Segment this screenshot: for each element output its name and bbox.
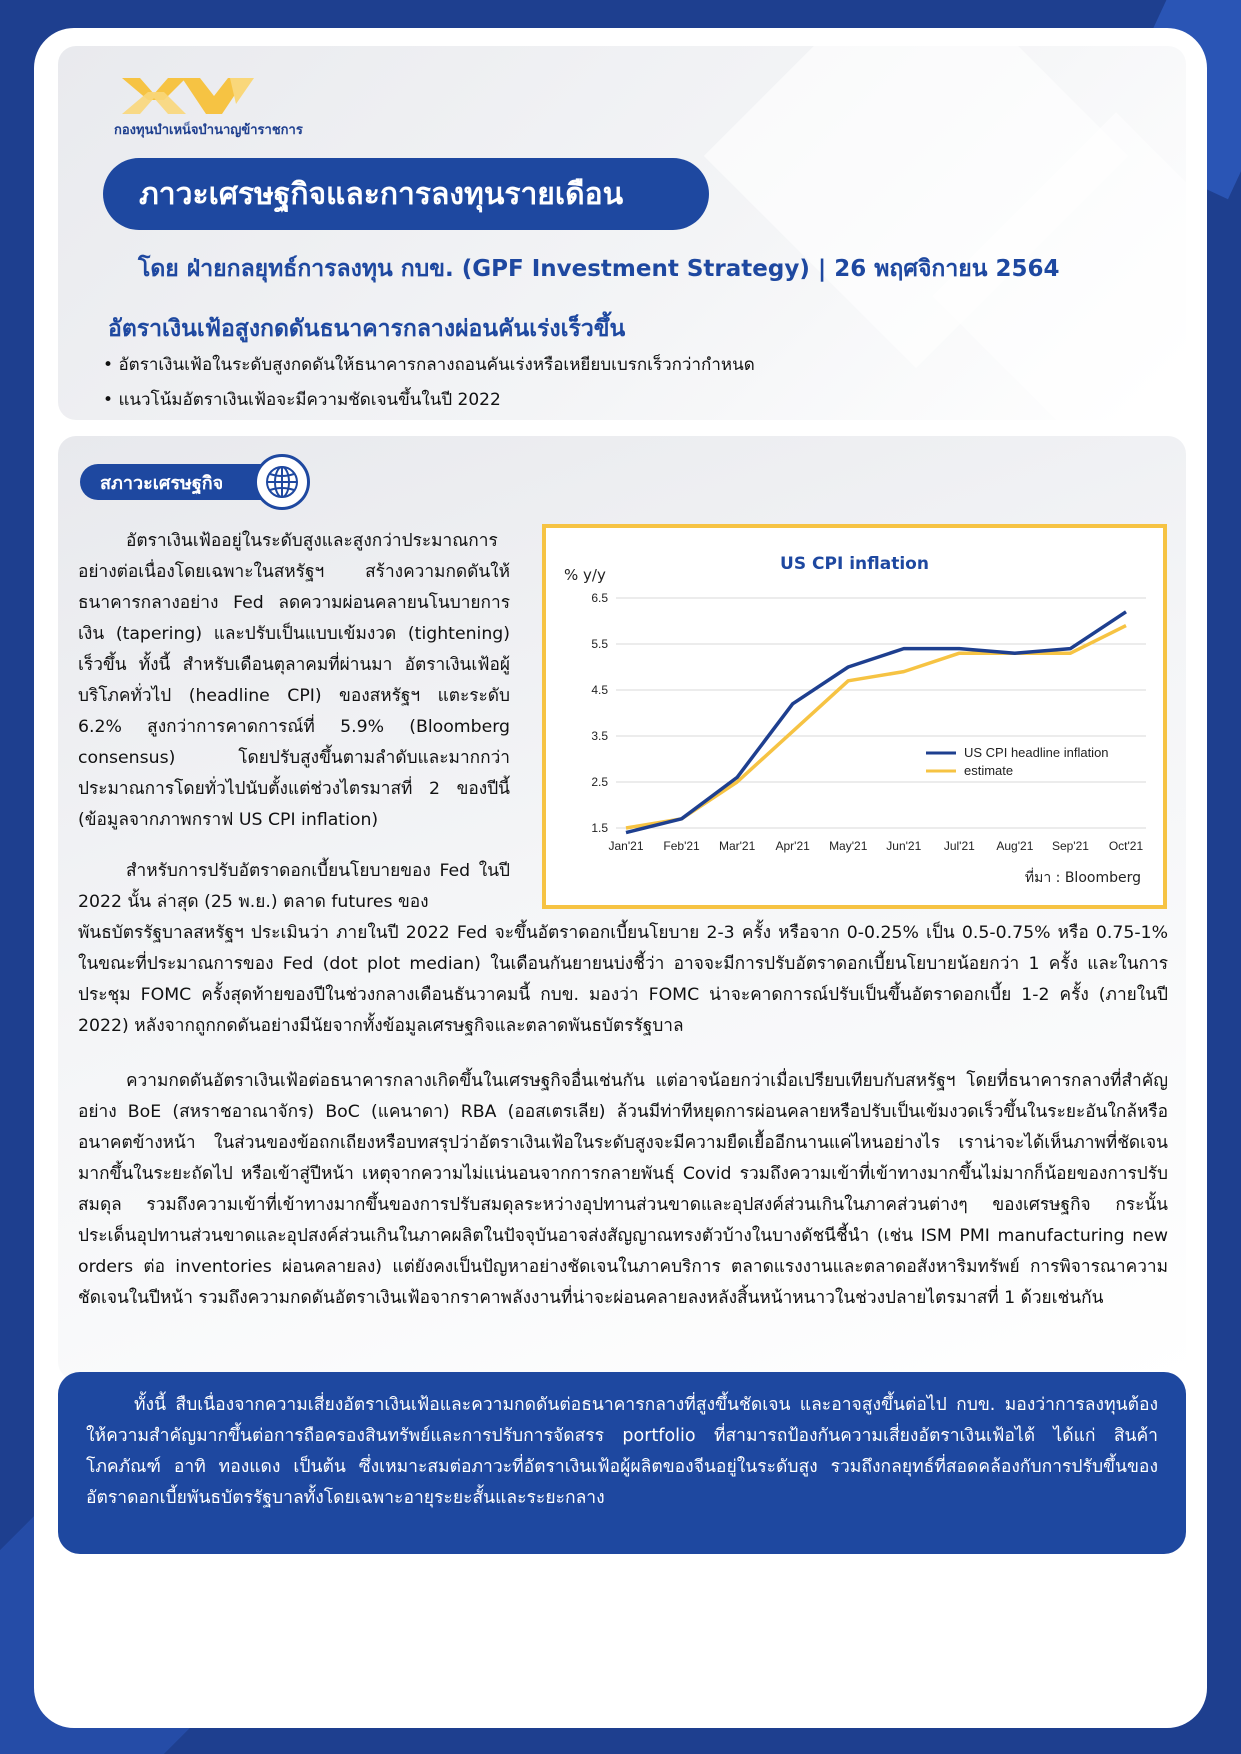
bullet-list (103, 351, 755, 420)
y-tick-label: 6.5 (591, 591, 608, 605)
y-tick-label: 4.5 (591, 683, 608, 697)
logo-text: กองทุนบำเหน็จบำนาญข้าราชการ (114, 123, 303, 138)
x-tick-label: Mar'21 (718, 839, 756, 853)
paragraph-fed-rate-cont: พันธบัตรรัฐบาลสหรัฐฯ ประเมินว่า ภายในปี 2022 Fed จะขึ้นอัตราดอกเบี้ยนโยบาย 2-3 ครั้ง หรือจาก 0-0.25% เป็น 0.5-0.75% หรือ 0.75-1% ในขณะที่ประมาณการของ Fed (dot plot median) ในเดือนกันยายนบ่งชี้ว่า อาจจะมีการปรับอัตราดอกเบี้ยนโยบายน้อยกว่า 1 ครั้ง และในการประชุม FOMC ครั้งสุดท้ายของปีในช่วงกลางเดือนธันวาคมนี้ กบข. มองว่า FOMC น่าจะคาดการณ์ปรับเป็นขึ้นอัตราดอกเบี้ย 1-2 ครั้ง (ภายในปี 2022) หลังจากถูกกดดันอย่างมีนัยจากทั้งข้อมูลเศรษฐกิจและตลาดพันธบัตรรัฐบาล (78, 923, 1168, 1036)
x-tick-label: Aug'21 (996, 839, 1034, 853)
bullet-item: • แนวโน้มอัตราเงินเฟ้อจะมีความชัดเจนขึ้นในปี 2022 (103, 386, 755, 413)
summary-panel (58, 1372, 1186, 1554)
bullet-item: • อัตราเงินเฟ้อในระดับสูงกดดันให้ธนาคารกลางถอนคันเร่งหรือเหยียบเบรกเร็วกว่ากำหนด (103, 351, 755, 378)
economy-section (58, 436, 1186, 1380)
globe-icon (254, 454, 310, 510)
x-tick-label: Jun'21 (886, 839, 922, 853)
x-tick-label: Apr'21 (775, 839, 810, 853)
legend-label: US CPI headline inflation (964, 745, 1109, 760)
x-tick-label: May'21 (829, 839, 868, 853)
section-label: สภาวะเศรษฐกิจ (80, 464, 280, 500)
byline: โดย ฝ่ายกลยุทธ์การลงทุน กบข. (GPF Investment Strategy) | 26 พฤศจิกายน 2564 (138, 256, 1060, 282)
chart-y-axis-label: % y/y (564, 566, 606, 584)
header-panel (58, 46, 1186, 420)
summary-text: ทั้งนี้ สืบเนื่องจากความเสี่ยงอัตราเงินเฟ้อและความกดดันต่อธนาคารกลางที่สูงขึ้นชัดเจน และอาจสูงขึ้นต่อไป กบข. มองว่าการลงทุนต้องให้ความสำคัญมากขึ้นต่อการถือครองสินทรัพย์และการปรับการจัดสรร portfolio ที่สามารถป้องกันความเสี่ยงอัตราเงินเฟ้อได้ ได้แก่ สินค้าโภคภัณฑ์ อาทิ ทองแดง เป็นต้น ซึ่งเหมาะสมต่อภาวะที่อัตราเงินเฟ้อผู้ผลิตของจีนอยู่ในระดับสูง รวมถึงกลยุทธ์ที่สอดคล้องกับการปรับขึ้นของอัตราดอกเบี้ยพันธบัตรรัฐบาลทั้งโดยเฉพาะอายุระยะสั้นและระยะกลาง (86, 1395, 1158, 1508)
x-tick-label: Oct'21 (1108, 839, 1144, 853)
x-tick-label: Feb'21 (663, 839, 700, 853)
chart-title: US CPI inflation (780, 554, 929, 574)
legend-label: estimate (964, 763, 1014, 778)
cpi-chart (542, 524, 1167, 909)
y-tick-label: 1.5 (591, 821, 608, 835)
chart-plot (546, 528, 1163, 905)
headline: อัตราเงินเฟ้อสูงกดดันธนาคารกลางผ่อนคันเร่งเร็วขึ้น (108, 316, 626, 342)
paragraph-global-inflation: ความกดดันอัตราเงินเฟ้อต่อธนาคารกลางเกิดขึ้นในเศรษฐกิจอื่นเช่นกัน แต่อาจน้อยกว่าเมื่อเปรียบเทียบกับสหรัฐฯ โดยที่ธนาคารกลางที่สำคัญอย่าง BoE (สหราชอาณาจักร) BoC (แคนาดา) RBA (ออสเตรเลีย) ล้วนมีท่าทีหยุดการผ่อนคลายหรือปรับเป็นเข้มงวดเร็วขึ้นในระยะอันใกล้หรืออนาคตข้างหน้า ในส่วนของข้อถกเถียงหรือบทสรุปว่าอัตราเงินเฟ้อในระดับสูงจะมีความยืดเยื้ออีกนานแค่ไหนอย่างไร เราน่าจะได้เห็นภาพที่ชัดเจนมากขึ้นในระยะถัดไป หรือเข้าสู่ปีหน้า เหตุจากความไม่แน่นอนจากการกลายพันธุ์ Covid รวมถึงความเข้าที่เข้าทางมากขึ้นไม่มากก็น้อยของการปรับสมดุล รวมถึงความเข้าที่เข้าทางมากขึ้นของการปรับสมดุลระหว่างอุปทานส่วนขาดและอุปสงค์ส่วนเกินในภาคส่วนต่างๆ ของเศรษฐกิจ กระนั้นประเด็นอุปทานส่วนขาดและอุปสงค์ส่วนเกินในภาคผลิตในปัจจุบันอาจส่งสัญญาณทรงตัวบ้างในบางดัชนีชี้นำ (เช่น ISM PMI manufacturing new orders ต่อ inventories ผ่อนคลายลง) แต่ยังคงเป็นปัญหาอย่างชัดเจนในภาคบริการ ตลาดแรงงานและตลาดอสังหาริมทรัพย์ การพิจารณาความชัดเจนในปีหน้า รวมถึงความกดดันอัตราเงินเฟ้อจากราคาพลังงานที่น่าจะผ่อนคลายลงหลังสิ้นหน้าหนาวในช่วงปลายไตรมาสที่ 1 ด้วยเช่นกัน (78, 1071, 1168, 1308)
page-title: ภาวะเศรษฐกิจและการลงทุนรายเดือน (103, 158, 709, 230)
x-tick-label: Sep'21 (1051, 839, 1089, 853)
gpf-logo (118, 74, 258, 118)
x-tick-label: Jan'21 (608, 839, 644, 853)
page (34, 28, 1207, 1728)
y-tick-label: 3.5 (591, 729, 608, 743)
y-tick-label: 5.5 (591, 637, 608, 651)
paragraph-inflation: อัตราเงินเฟ้ออยู่ในระดับสูงและสูงกว่าประมาณการอย่างต่อเนื่องโดยเฉพาะในสหรัฐฯ สร้างความกดดันให้ธนาคารกลางอย่าง Fed ลดความผ่อนคลายนโนบายการเงิน (tapering) และปรับเป็นแบบเข้มงวด (tightening) เร็วขึ้น ทั้งนี้ สำหรับเดือนตุลาคมที่ผ่านมา อัตราเงินเฟ้อผู้บริโภคทั่วไป (headline CPI) ของสหรัฐฯ แตะระดับ 6.2% สูงกว่าการคาดการณ์ที่ 5.9% (Bloomberg consensus) โดยปรับสูงขึ้นตามลำดับและมากกว่าประมาณการโดยทั่วไปนับตั้งแต่ช่วงไตรมาสที่ 2 ของปีนี้ (ข้อมูลจากภาพกราฟ US CPI inflation) (78, 531, 510, 830)
paragraph-fed-rate: สำหรับการปรับอัตราดอกเบี้ยนโยบายของ Fed ในปี 2022 นั้น ล่าสุด (25 พ.ย.) ตลาด futures ของ (78, 861, 510, 912)
chart-source: ที่มา : Bloomberg (1024, 870, 1141, 886)
x-tick-label: Jul'21 (943, 839, 975, 853)
y-tick-label: 2.5 (591, 775, 608, 789)
series-line (626, 612, 1126, 833)
